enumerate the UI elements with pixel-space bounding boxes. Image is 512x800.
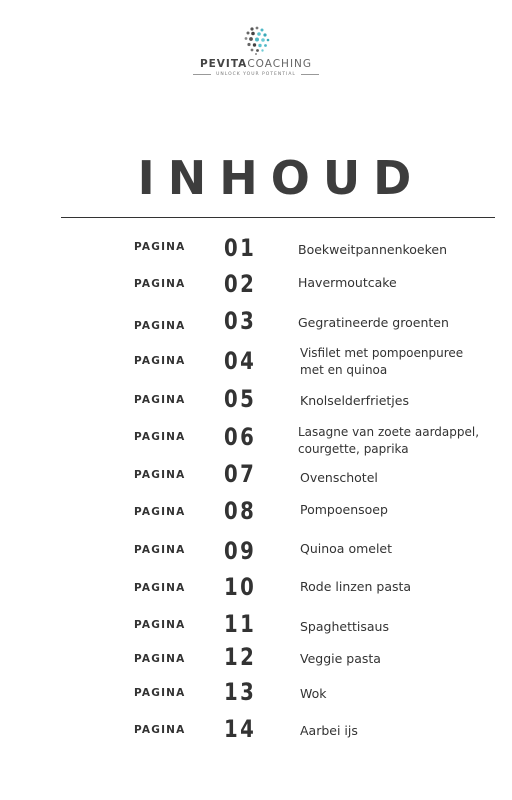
page-label: PAGINA xyxy=(134,582,186,594)
page-number: 11 xyxy=(224,610,257,638)
recipe-title: Knolselderfrietjes xyxy=(300,393,409,408)
recipe-title: Boekweitpannenkoeken xyxy=(298,242,448,257)
recipe-title: Havermoutcake xyxy=(298,275,397,290)
tagline-text: UNLOCK YOUR POTENTIAL xyxy=(216,72,296,77)
page-number: 03 xyxy=(224,307,257,335)
page-number: 04 xyxy=(224,347,257,375)
recipe-title: Aarbei ijs xyxy=(300,723,358,738)
page-number: 05 xyxy=(224,385,257,413)
page-number: 08 xyxy=(224,497,257,525)
page-label: PAGINA xyxy=(134,394,186,406)
page-label: PAGINA xyxy=(134,687,186,699)
page-label: PAGINA xyxy=(134,653,186,665)
recipe-title: Visfilet met pompoenpuree met en quinoa xyxy=(300,346,464,377)
page-label: PAGINA xyxy=(134,320,186,332)
page-label: PAGINA xyxy=(134,724,186,736)
page-number: 06 xyxy=(224,423,257,451)
recipe-title: Spaghettisaus xyxy=(300,619,389,634)
recipe-title: Gegratineerde groenten xyxy=(298,315,449,330)
page-label: PAGINA xyxy=(134,506,186,518)
recipe-title: Quinoa omelet xyxy=(300,541,393,556)
page-number: 14 xyxy=(224,715,257,743)
page-label: PAGINA xyxy=(134,355,186,367)
page-label: PAGINA xyxy=(134,241,186,253)
page-number: 07 xyxy=(224,460,257,488)
page-label: PAGINA xyxy=(134,431,186,443)
page-label: PAGINA xyxy=(134,619,186,631)
page-number: 01 xyxy=(224,234,257,262)
recipe-title: Veggie pasta xyxy=(300,651,381,666)
recipe-title: Wok xyxy=(300,686,327,701)
page-number: 09 xyxy=(224,537,257,565)
recipe-title: Ovenschotel xyxy=(300,470,378,485)
recipe-title: Rode linzen pasta xyxy=(300,579,412,594)
page-title: INHOUD xyxy=(137,151,425,205)
recipe-title: Pompoensoep xyxy=(300,502,388,517)
page-number: 10 xyxy=(224,573,257,601)
brand-name-bold: PEVITA xyxy=(199,58,248,70)
page-number: 13 xyxy=(224,678,257,706)
page-number: 12 xyxy=(224,643,257,671)
recipe-title: Lasagne van zoete aardappel, courgette, paprika xyxy=(298,425,480,456)
brand-name-light: COACHING xyxy=(247,58,313,70)
page-label: PAGINA xyxy=(134,278,186,290)
page-label: PAGINA xyxy=(134,544,186,556)
page-number: 02 xyxy=(224,270,257,298)
page-label: PAGINA xyxy=(134,469,186,481)
